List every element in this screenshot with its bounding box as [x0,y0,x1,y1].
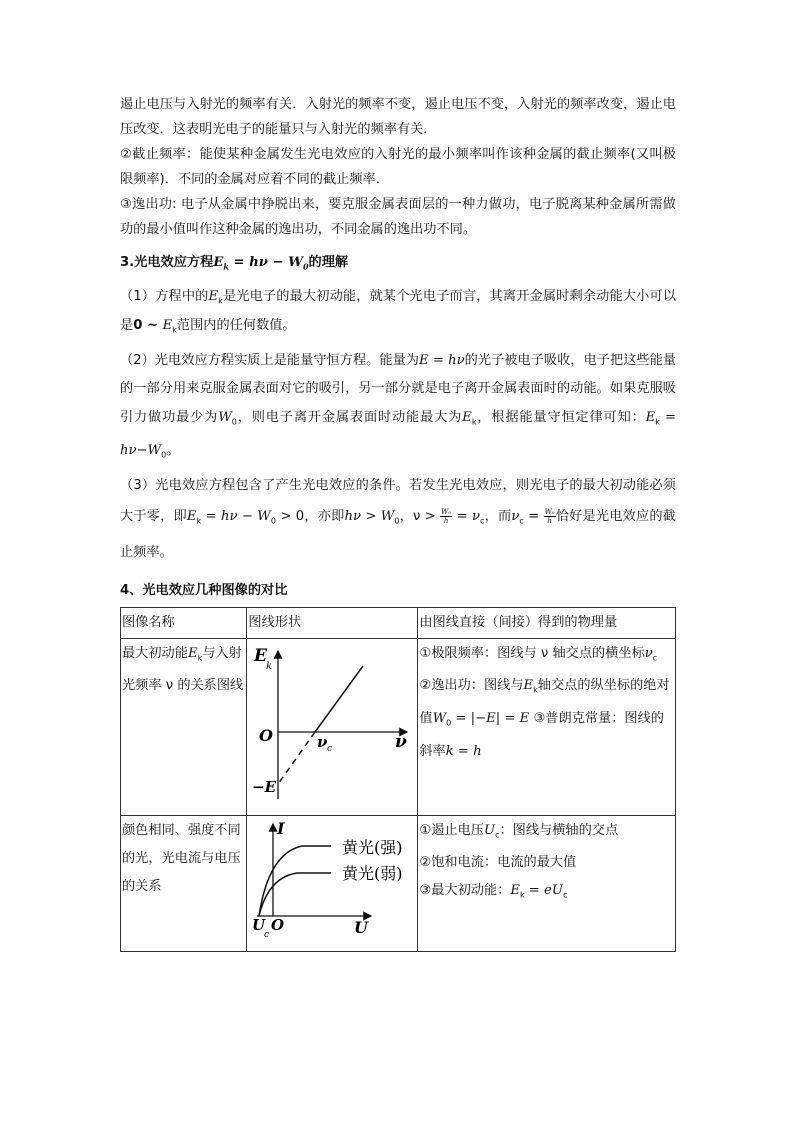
row1-quantities-cell: ①极限频率：图线与 ν 轴交点的横坐标$\nu_c$ ②逸出功：图线与$E_k$轴交点的纵坐标的绝对值$W_0 = |-E| = E$ ③普朗克常量：图线的斜率k = h [418,638,676,815]
ek-vs-frequency-graph [247,639,415,804]
table-row [121,815,676,951]
row2-name-cell: 颜色相同、强度不同的光，光电流与电压的关系 [121,815,247,951]
stopping-voltage-label: U [252,915,266,934]
negative-e-label: −E [252,777,277,796]
strong-light-curve [259,846,331,916]
fraction-w0-over-h: $\frac{\text{W₀}}{h}$ [441,507,452,525]
cutoff-frequency-sub: c [327,743,333,754]
origin-label: O [259,725,274,745]
y-axis-label: I [277,818,285,838]
y-axis-label: E [254,645,268,666]
x-axis-label: ν [395,731,408,752]
table-header-row [121,607,676,638]
row1-name-cell: 最大初动能$E_k$与入射光频率 ν 的关系图线 [121,638,247,815]
cutoff-frequency-paragraph: ②截止频率：能使某种金属发生光电效应的入射光的最小频率叫作该种金属的截止频率(又叫极限频率)．不同的金属对应着不同的截止频率． [120,147,676,187]
table-row [121,638,676,815]
row2-quantities-cell: ①遏止电压$U_c$：图线与横轴的交点 ②饱和电流：电流的最大值 ③最大初动能：$E_k = eU_c$ [418,815,676,951]
row1-graph-cell [247,638,418,815]
solid-line [315,666,363,732]
header-cell: 图线形状 [247,607,418,638]
weak-light-curve [259,873,331,916]
weak-light-label: 黄光(弱) [342,863,403,883]
y-axis-label-sub: k [266,660,273,672]
header-cell: 由图线直接（间接）得到的物理量 [418,607,676,638]
x-axis-label: U [354,917,369,937]
section3-point1: （1）方程中的$E_k$是光电子的最大初动能，就某个光电子而言，其离开金属时剩余动能大小可以是0 ~ $E_k$范围内的任何数值。 [120,288,677,335]
document-page [120,92,676,952]
section3-point2: （2）光电效应方程实质上是能量守恒方程。能量为E = hν的光子被电子吸收，电子把这些能量的一部分用来克服金属表面对它的吸引，另一部分就是电子离开金属表面时的动能。如果克服吸引力做功最少为$W_0$，则电子离开金属表面时动能最大为$E_k$，根据能量守恒定律可知：$E_k = h\nu-W_0$。 [120,352,677,460]
header-cell: 图像名称 [121,607,247,638]
origin-label: O [271,915,285,934]
section3-heading: 3.光电效应方程$E_k = h\nu - W_0$的理解 [120,255,349,272]
cutoff-frequency-label: ν [317,732,328,751]
current-vs-voltage-graph [247,816,415,940]
stopping-voltage-sub: c [264,929,270,940]
intro-paragraph: 遏止电压与入射光的频率有关．入射光的频率不变，遏止电压不变，入射光的频率改变，遏止电压改变．这表明光电子的能量只与入射光的频率有关． [120,97,676,137]
row2-graph-cell [247,815,418,951]
section3-point3: （3）光电效应方程包含了产生光电效应的条件。若发生光电效应，则光电子的最大初动能必须大于零，即$E_k = h\nu - W_0 > 0$，亦即$h\nu > W_0$，ν > $\frac{\text{W₀}}{h}$ = $\nu_c$，而$\nu_c$ = $\frac{\text{W₀}}{h}$ 恰好是光电效应的截止频率。 [120,478,676,560]
section4-heading: 4、光电效应几种图像的对比 [120,582,288,598]
graph-comparison-table [120,607,676,952]
dashed-extension [278,732,315,784]
strong-light-label: 黄光(强) [342,837,403,857]
fraction-w0-over-h-2: $\frac{\text{W₀}}{h}$ [544,507,555,525]
work-function-paragraph: ③逸出功: 电子从金属中挣脱出来，要克服金属表面层的一种力做功，电子脱离某种金属所需做功的最小值叫作这种金属的逸出功，不同金属的逸出功不同。 [120,197,676,237]
